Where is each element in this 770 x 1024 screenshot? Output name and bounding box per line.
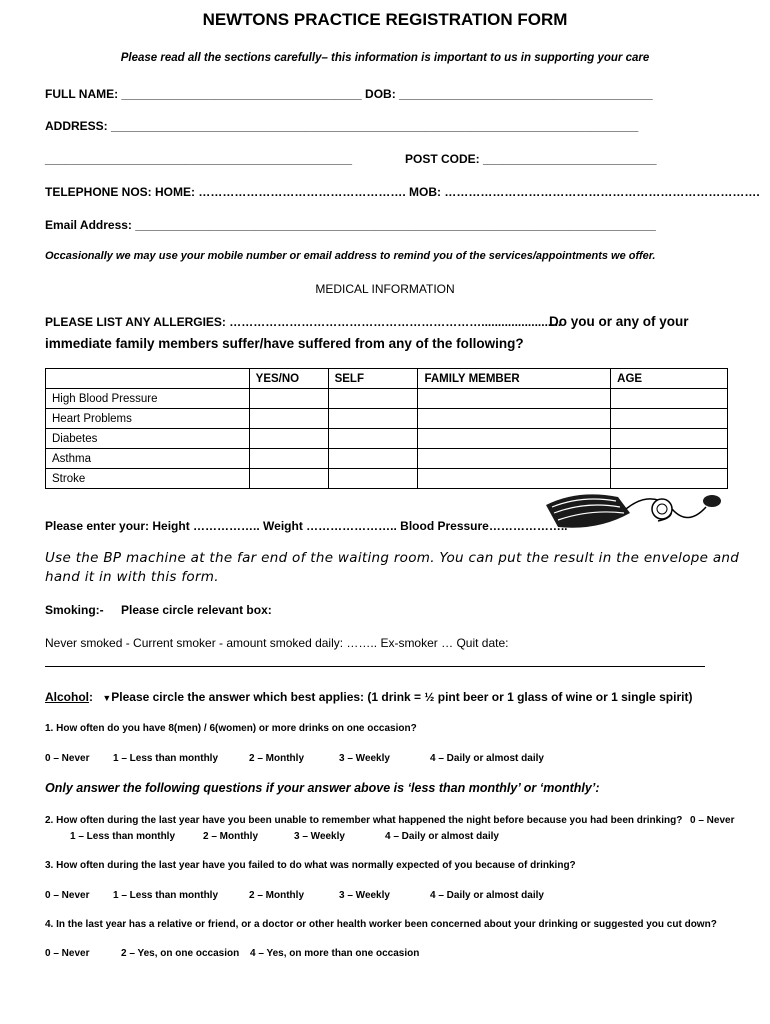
alcohol-heading	[45, 690, 692, 704]
pointer-arrow-icon: ▼	[102, 693, 112, 703]
alcohol-instruction: Please circle the answer which best applies: (1 drink = ½ pint beer or 1 glass of wine or 1 single spirit)	[111, 690, 693, 704]
table-header-cell: FAMILY MEMBER	[418, 369, 611, 389]
self-cell[interactable]	[328, 409, 418, 429]
table-header-cell: AGE	[611, 369, 728, 389]
q1-option-0[interactable]: 0 – Never	[45, 753, 90, 764]
q2-option-3[interactable]: 3 – Weekly	[294, 831, 345, 842]
condition-label: Heart Problems	[46, 409, 250, 429]
q3-option-4[interactable]: 4 – Daily or almost daily	[430, 890, 544, 901]
smoking-instruction: Please circle relevant box:	[121, 603, 272, 617]
bp-machine-note: Use the BP machine at the far end of the waiting room. You can put the result in the envelope and hand it in with this form.	[45, 550, 740, 585]
q4-option-2[interactable]: 2 – Yes, on one occasion	[121, 948, 240, 959]
q2-option-1[interactable]: 1 – Less than monthly	[70, 831, 176, 842]
q1-option-2[interactable]: 2 – Monthly	[249, 753, 305, 764]
table-row	[46, 429, 728, 449]
intro-text: Please read all the sections carefully– this information is important to us in supporting your care	[120, 52, 650, 64]
q4-option-4[interactable]: 4 – Yes, on more than one occasion	[250, 948, 420, 959]
q2-option-0[interactable]: 0 – Never	[690, 815, 735, 826]
alcohol-label: Alcohol	[45, 690, 89, 704]
conditions-table	[45, 368, 728, 489]
alcohol-question-3: 3. How often during the last year have you failed to do what was normally expected of you because of drinking?	[45, 860, 576, 871]
q1-option-4[interactable]: 4 – Daily or almost daily	[430, 753, 544, 764]
table-row	[46, 449, 728, 469]
q3-option-2[interactable]: 2 – Monthly	[249, 890, 305, 901]
self-cell[interactable]	[328, 449, 418, 469]
smoking-options[interactable]: Never smoked - Current smoker - amount smoked daily: …….. Ex-smoker … Quit date:	[45, 636, 509, 650]
condition-label: Asthma	[46, 449, 250, 469]
q1-option-1[interactable]: 1 – Less than monthly	[113, 753, 219, 764]
alcohol-question-4: 4. In the last year has a relative or friend, or a doctor or other health worker been concerned about your drinking or suggested you cut down?	[45, 919, 717, 930]
family-member-cell[interactable]	[418, 429, 611, 449]
age-cell[interactable]	[611, 409, 728, 429]
address-field[interactable]: ADDRESS: _______________________________________________________________________________	[45, 119, 639, 133]
family-question-part1: Do you or any of your	[549, 314, 689, 329]
table-row	[46, 409, 728, 429]
q2-option-4[interactable]: 4 – Daily or almost daily	[385, 831, 499, 842]
family-member-cell[interactable]	[418, 409, 611, 429]
condition-label: Diabetes	[46, 429, 250, 449]
yes-no-cell[interactable]	[249, 409, 328, 429]
yes-no-cell[interactable]	[249, 429, 328, 449]
age-cell[interactable]	[611, 469, 728, 489]
smoking-label: Smoking:-	[45, 603, 104, 617]
full-name-field[interactable]: FULL NAME: ____________________________________ DOB: ______________________________________	[45, 87, 653, 101]
alcohol-colon: :	[89, 690, 93, 704]
self-cell[interactable]	[328, 429, 418, 449]
table-row	[46, 469, 728, 489]
self-cell[interactable]	[328, 389, 418, 409]
condition-label: High Blood Pressure	[46, 389, 250, 409]
table-header-row	[46, 369, 728, 389]
table-header-cell: SELF	[328, 369, 418, 389]
q3-option-3[interactable]: 3 – Weekly	[339, 890, 390, 901]
table-row	[46, 389, 728, 409]
family-question-part2: immediate family members suffer/have suffered from any of the following?	[45, 336, 524, 351]
email-field[interactable]: Email Address: ______________________________________________________________________________	[45, 218, 656, 232]
q4-option-0[interactable]: 0 – Never	[45, 948, 90, 959]
conditional-note: Only answer the following questions if your answer above is ‘less than monthly’ or ‘monthly’:	[45, 781, 600, 795]
age-cell[interactable]	[611, 389, 728, 409]
table-header-cell: YES/NO	[249, 369, 328, 389]
family-member-cell[interactable]	[418, 389, 611, 409]
family-member-cell[interactable]	[418, 449, 611, 469]
address-line2-field[interactable]: ______________________________________________	[45, 152, 352, 166]
medical-heading: MEDICAL INFORMATION	[315, 282, 455, 296]
divider	[45, 666, 705, 667]
self-cell[interactable]	[328, 469, 418, 489]
family-member-cell[interactable]	[418, 469, 611, 489]
condition-label: Stroke	[46, 469, 250, 489]
post-code-field[interactable]: POST CODE: __________________________	[405, 152, 657, 166]
yes-no-cell[interactable]	[249, 389, 328, 409]
form-title: NEWTONS PRACTICE REGISTRATION FORM	[202, 10, 568, 29]
alcohol-question-1: 1. How often do you have 8(men) / 6(women) or more drinks on one occasion?	[45, 723, 417, 734]
alcohol-question-2: 2. How often during the last year have you been unable to remember what happened the night before because you had been drinking?	[45, 815, 683, 826]
age-cell[interactable]	[611, 429, 728, 449]
allergies-field[interactable]: PLEASE LIST ANY ALLERGIES: ………………………………………………………........................	[45, 315, 562, 329]
q2-option-2[interactable]: 2 – Monthly	[203, 831, 259, 842]
measurements-field[interactable]: Please enter your: Height …………….. Weight ………………….. Blood Pressure………………..	[45, 519, 568, 533]
age-cell[interactable]	[611, 449, 728, 469]
telephone-field[interactable]: TELEPHONE NOS: HOME: ……………………………………………. MOB: …………………………………………………………………….	[45, 185, 760, 199]
yes-no-cell[interactable]	[249, 449, 328, 469]
q1-option-3[interactable]: 3 – Weekly	[339, 753, 390, 764]
table-header-cell	[46, 369, 250, 389]
q3-option-1[interactable]: 1 – Less than monthly	[113, 890, 219, 901]
yes-no-cell[interactable]	[249, 469, 328, 489]
reminder-note: Occasionally we may use your mobile number or email address to remind you of the services/appointments we offer.	[45, 250, 656, 262]
q3-option-0[interactable]: 0 – Never	[45, 890, 90, 901]
